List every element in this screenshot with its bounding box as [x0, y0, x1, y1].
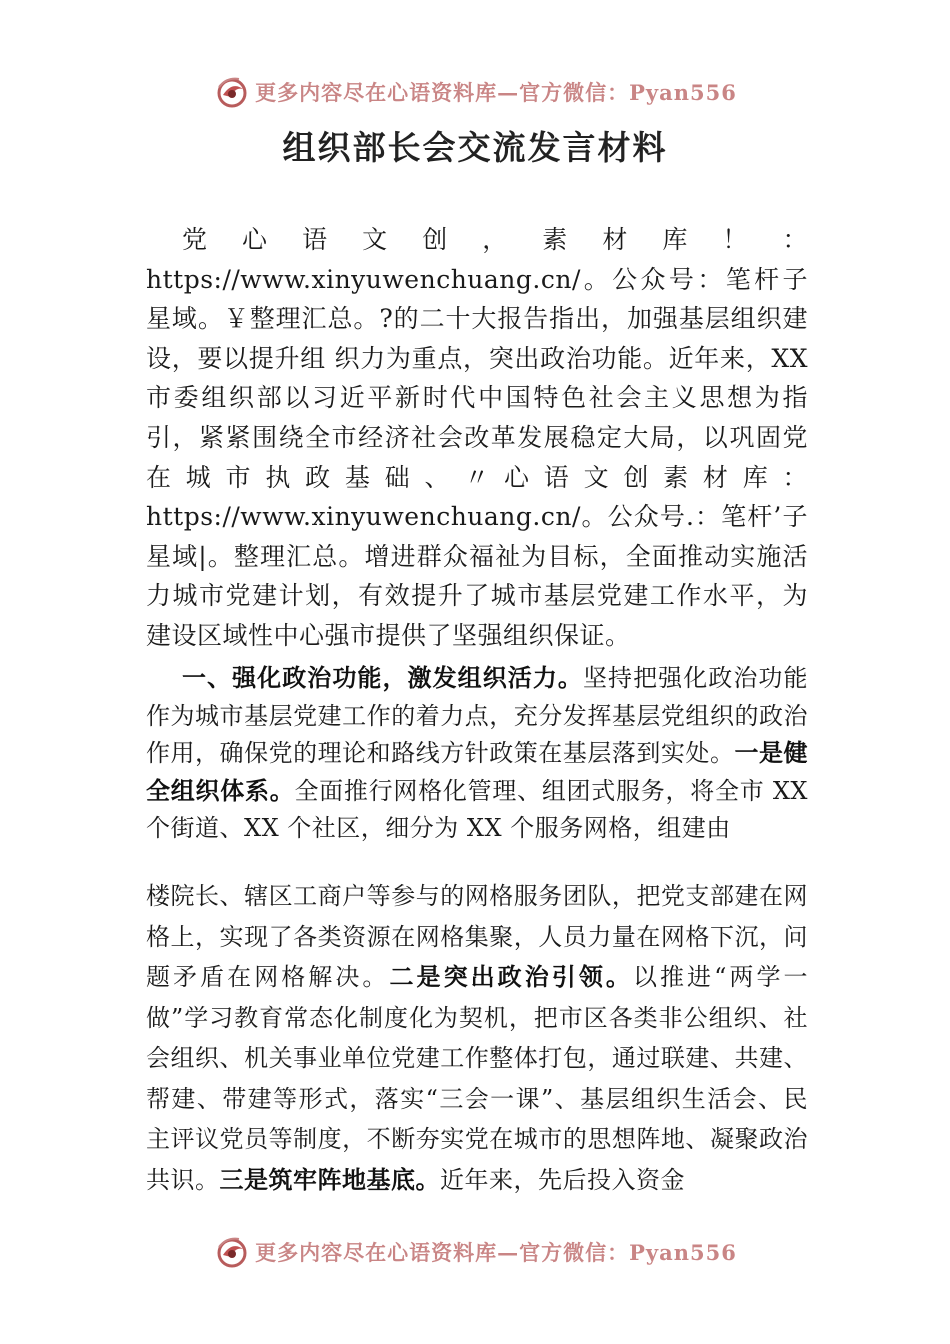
- sub2-text: 以推进“两学一做”学习教育常态化制度化为契机，把市区各类非公组织、社会组织、机关事业单位党建工作整体打包，通过联建、共建、帮建、带建等形式，落实“三会一课”、基层组织生活会、民主评议党员等制度，不断夯实党在城市的思想阵地、凝聚政治共识。: [146, 963, 809, 1194]
- sub2-heading: 二是突出政治引领。: [389, 963, 633, 991]
- intro-paragraph: 党心语文创，素材库！：https://www.xinyuwenchuang.cn/。公众号：笔杆子星域。￥整理汇总。?的二十大报告指出，加强基层组织建设，要以提升组 织力为重点，突出政治功能。近年来，XX 市委组织部以习近平新时代中国特色社会主义思想为指引，紧紧围绕全市经济社会改革发展稳定大局，以巩固党在城市执政基础、〃心语文创素材库：https://www.xinyuwenchuang.cn/。公众号.：笔杆’子星域|。整理汇总。增进群众福祉为目标，全面推动实施活力城市党建计划，有效提升了城市基层党建工作水平，为建设区域性中心强市提供了坚强组织保证。: [146, 225, 808, 650]
- footer-banner: [0, 1232, 950, 1272]
- section1-text: 坚持把强化政治功能作为城市基层党建工作的着力点，充分发挥基层党组织的政治作用，确保党的理论和路线方针政策在基层落到实处。: [146, 664, 808, 767]
- sub3-text: 近年来，先后投入资金: [440, 1165, 685, 1194]
- section2-paragraph: [146, 876, 808, 1200]
- section2-text: 楼院长、辖区工商户等参与的网格服务团队，把党支部建在网格上，实现了各类资源在网格集聚，人员力量在网格下沉，问题矛盾在网格解决。: [146, 882, 808, 991]
- banner-text: 更多内容尽在心语资料库—官方微信：Pyan556: [255, 1240, 737, 1265]
- xinyu-logo-icon: [213, 1233, 251, 1271]
- header-banner: [0, 72, 950, 112]
- banner-text: 更多内容尽在心语资料库—官方微信：Pyan556: [255, 80, 737, 105]
- sub3-heading: 三是筑牢阵地基底。: [219, 1165, 440, 1194]
- xinyu-logo-icon: [213, 73, 251, 111]
- section1-heading: 一、强化政治功能，激发组织活力。: [182, 664, 583, 692]
- section1-paragraph: [146, 660, 808, 848]
- sub1-text: 全面推行网格化管理、组团式服务，将全市 XX 个街道、XX 个社区，细分为 XX 个服务网格，组建由: [146, 776, 808, 842]
- sub1-heading: 一是健全组织体系。: [146, 739, 809, 805]
- page-title: 组织部长会交流发言材料: [282, 128, 668, 167]
